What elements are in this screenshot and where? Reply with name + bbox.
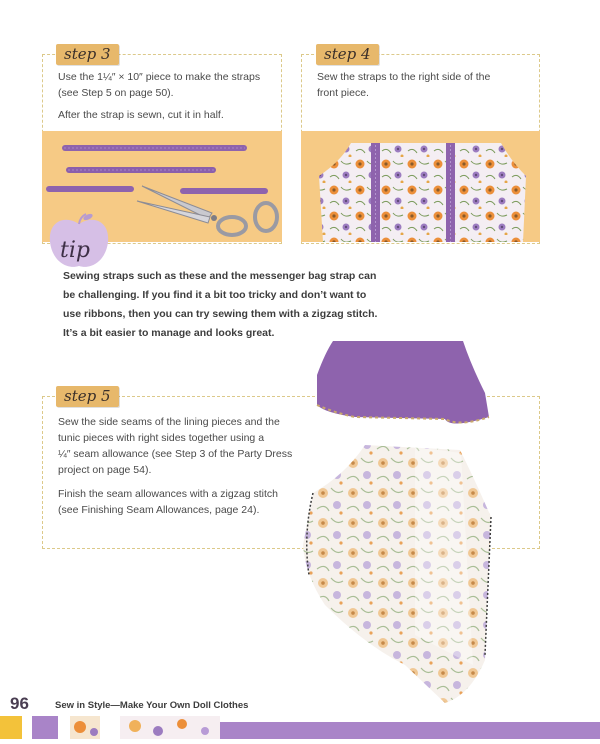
tip-text-3: use ribbons, then you can try sewing them with a zigzag stitch.	[63, 308, 378, 320]
footer-band	[0, 716, 600, 739]
front-piece-illustration	[301, 131, 540, 242]
fabric-front-piece	[319, 143, 526, 242]
tip-label: tip	[60, 238, 90, 263]
step5-text-4: project on page 54).	[58, 464, 152, 476]
step3-tag: step 3	[56, 44, 119, 65]
strap-short-2	[180, 188, 268, 194]
step5-text-3: ¼″ seam allowance (see Step 3 of the Party Dress	[58, 448, 293, 460]
tip-text-1: Sewing straps such as these and the messenger bag strap can	[63, 270, 377, 282]
front-piece-photo	[301, 131, 540, 242]
step4-tag: step 4	[316, 44, 379, 65]
tip-text-2: be challenging. If you find it a bit too tricky and don’t want to	[63, 289, 367, 301]
step5-text-5: Finish the seam allowances with a zigzag stitch	[58, 488, 279, 500]
step3-text-2: (see Step 5 on page 50).	[58, 87, 174, 99]
step5-text-1: Sew the side seams of the lining pieces and the	[58, 416, 280, 428]
page-number: 96	[10, 694, 29, 713]
strap-short-1	[46, 186, 134, 192]
step3-text-3: After the strap is sewn, cut it in half.	[58, 109, 224, 121]
lining-tunic-photo	[285, 335, 510, 705]
step5-tag: step 5	[56, 386, 119, 407]
tip-text-4: It’s a bit easier to manage and looks great.	[63, 327, 275, 339]
step4-text-2: front piece.	[317, 87, 369, 99]
step5-text-2: tunic pieces with right sides together using a	[58, 432, 265, 444]
running-title: Sew in Style—Make Your Own Doll Clothes	[55, 700, 249, 711]
step4-text-1: Sew the straps to the right side of the	[317, 71, 491, 83]
purple-lining	[317, 341, 489, 424]
step3-text-1: Use the 1¼″ × 10″ piece to make the straps	[58, 71, 261, 83]
step5-text-6: (see Finishing Seam Allowances, page 24).	[58, 504, 260, 516]
